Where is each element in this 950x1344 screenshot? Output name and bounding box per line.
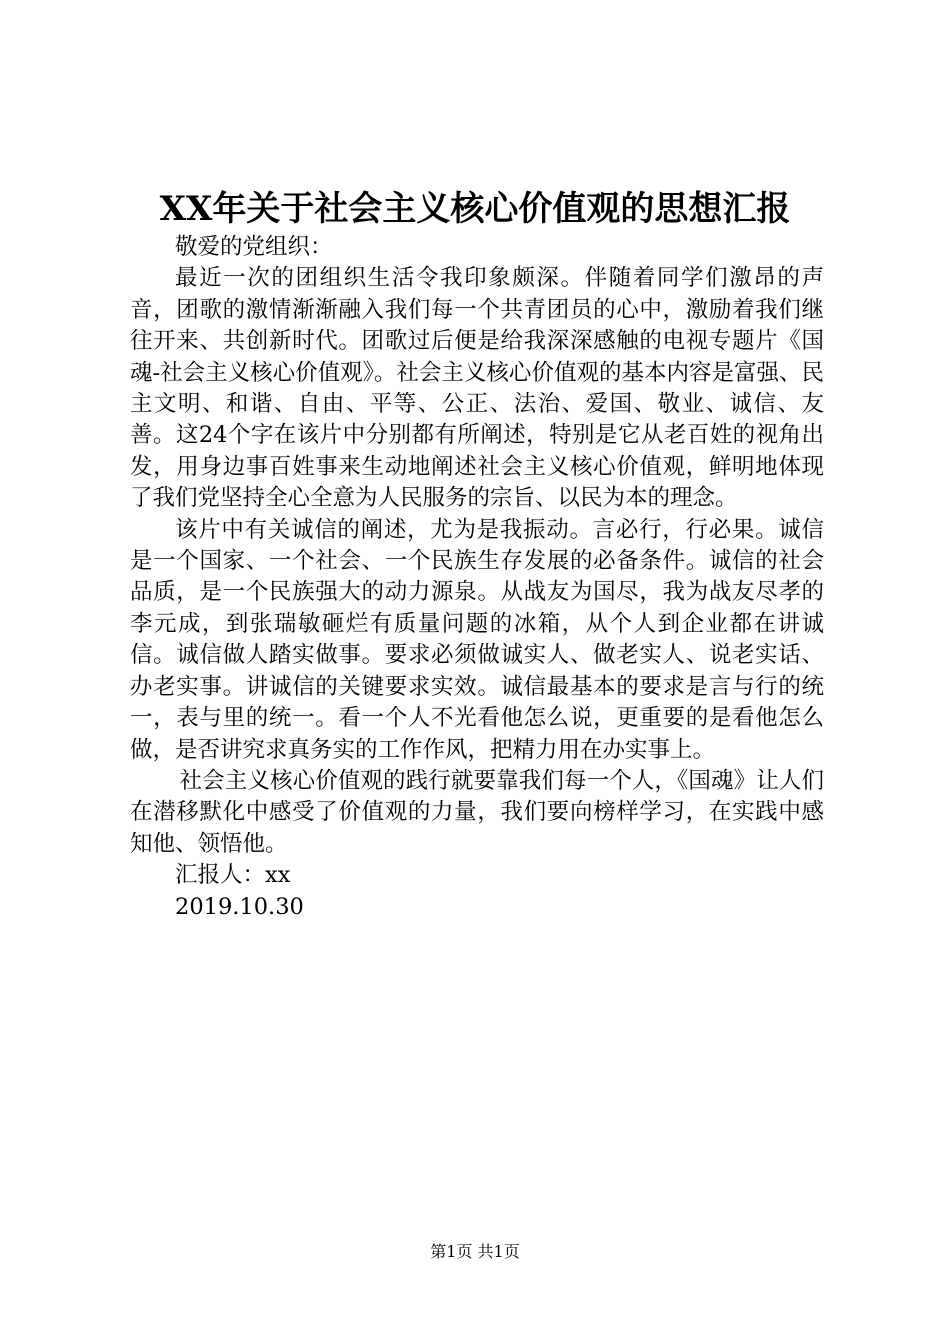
- paragraph-1: 最近一次的团组织生活令我印象颇深。伴随着同学们激昂的声音，团歌的激情渐渐融入我们每一个共青团员的心中，激励着我们继往开来、共创新时代。团歌过后便是给我深深感触的电视专题片《国魂-社会主义核心价值观》。社会主义核心价值观的基本内容是富强、民主文明、和谐、自由、平等、公正、法治、爱国、敬业、诚信、友善。这24个字在该片中分别都有所阐述，特别是它从老百姓的视角出发，用身边事百姓事来生动地阐述社会主义核心价值观，鲜明地体现了我们党坚持全心全意为人民服务的宗旨、以民为本的理念。: [130, 265, 824, 512]
- page-number-footer: 第1页 共1页: [430, 1242, 520, 1261]
- paragraph-2: 该片中有关诚信的阐述，尤为是我振动。言必行，行必果。诚信是一个国家、一个社会、一个民族生存发展的必备条件。诚信的社会品质，是一个民族强大的动力源泉。从战友为国尽，我为战友尽孝的李元成，到张瑞敏砸烂有质量问题的冰箱，从个人到企业都在讲诚信。诚信做人踏实做事。要求必须做诚实人、做老实人、说老实话、办老实事。讲诚信的关键要求实效。诚信最基本的要求是言与行的统一，表与里的统一。看一个人不光看他怎么说，更重要的是看他怎么做，是否讲究求真务实的工作作风，把精力用在办实事上。: [130, 516, 824, 763]
- reporter-line: 汇报人：xx: [175, 862, 291, 889]
- document-body: [130, 232, 824, 923]
- paragraph-3: 社会主义核心价值观的践行就要靠我们每一个人，《国魂》让人们在潜移默化中感受了价值观的力量，我们要向榜样学习，在实践中感知他、领悟他。: [130, 767, 824, 857]
- report-date: 2019.10.30: [175, 893, 304, 920]
- document-title: XX年关于社会主义核心价值观的思想汇报: [159, 189, 791, 229]
- salutation: 敬爱的党组织：: [175, 234, 333, 260]
